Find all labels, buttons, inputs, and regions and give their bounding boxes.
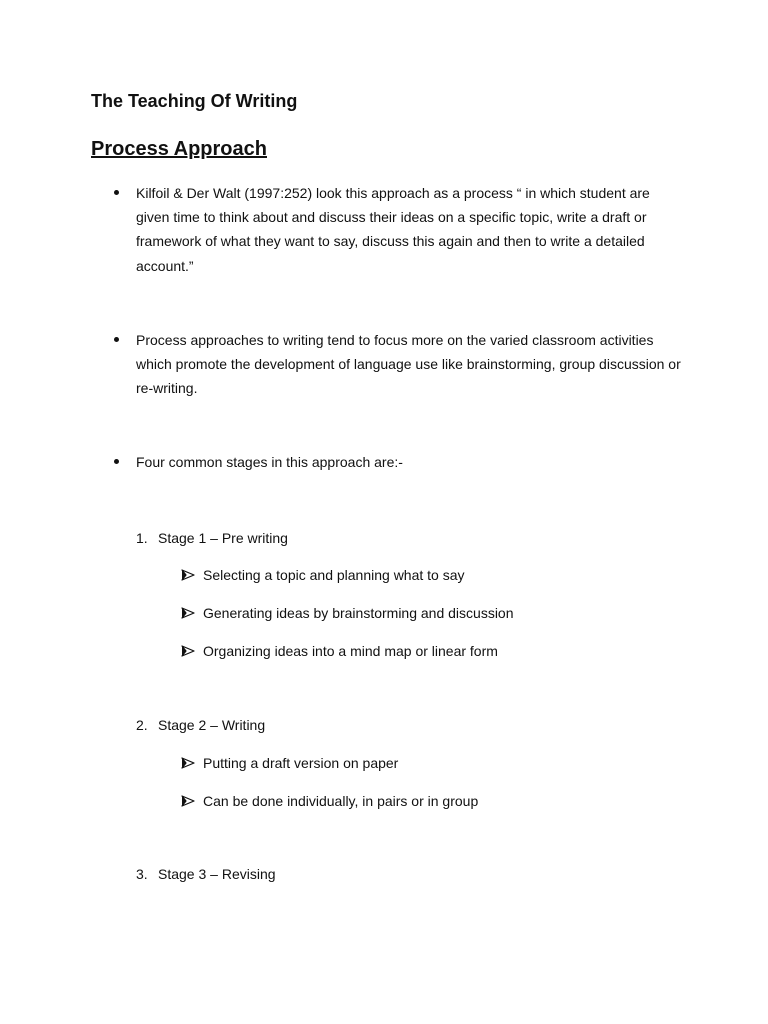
- arrow-bullet-icon: [181, 569, 195, 581]
- paragraph-line: which promote the development of language use like brainstorming, group discussion or: [136, 356, 681, 373]
- stage-item-text: Organizing ideas into a mind map or linear form: [203, 643, 498, 659]
- bullet-icon: [114, 459, 119, 464]
- stage-1-item-2: [181, 603, 514, 623]
- paragraph-line: Four common stages in this approach are:-: [136, 454, 403, 470]
- stage-label: Stage 1 – Pre writing: [158, 530, 288, 546]
- arrow-bullet-icon: [181, 607, 195, 619]
- stage-number: 2.: [136, 717, 148, 733]
- bullet-paragraph-3: [136, 450, 696, 474]
- paragraph-line: Kilfoil & Der Walt (1997:252) look this approach as a process “ in which student are: [136, 185, 650, 201]
- bullet-paragraph-2: [136, 328, 696, 401]
- bullet-paragraph-1: [136, 181, 696, 278]
- arrow-bullet-icon: [181, 795, 195, 807]
- section-heading: Process Approach: [91, 138, 267, 160]
- paragraph-line: account.”: [136, 257, 194, 274]
- stage-1-item-1: [181, 565, 465, 585]
- stage-item-text: Putting a draft version on paper: [203, 755, 399, 771]
- stage-1-item-3: [181, 641, 498, 661]
- stage-1-heading: [136, 528, 288, 548]
- stage-label: Stage 3 – Revising: [158, 866, 276, 882]
- stage-2-item-1: [181, 753, 398, 773]
- stage-item-text: Generating ideas by brainstorming and discussion: [203, 605, 514, 621]
- stage-item-text: Can be done individually, in pairs or in group: [203, 793, 479, 809]
- arrow-bullet-icon: [181, 757, 195, 769]
- stage-item-text: Selecting a topic and planning what to say: [203, 567, 465, 583]
- paragraph-line: framework of what they want to say, discuss this again and then to write a detailed: [136, 233, 645, 250]
- document-title: The Teaching Of Writing: [91, 91, 298, 111]
- arrow-bullet-icon: [181, 645, 195, 657]
- paragraph-line: Process approaches to writing tend to focus more on the varied classroom activities: [136, 332, 654, 348]
- stage-2-heading: [136, 715, 265, 735]
- stage-3-heading: [136, 864, 276, 884]
- paragraph-line: given time to think about and discuss their ideas on a specific topic, write a draft or: [136, 209, 647, 226]
- stage-2-item-2: [181, 791, 478, 811]
- bullet-icon: [114, 190, 119, 195]
- bullet-icon: [114, 337, 119, 342]
- stage-label: Stage 2 – Writing: [158, 717, 266, 733]
- stage-number: 3.: [136, 866, 148, 882]
- stage-number: 1.: [136, 530, 148, 546]
- paragraph-line: re-writing.: [136, 380, 198, 397]
